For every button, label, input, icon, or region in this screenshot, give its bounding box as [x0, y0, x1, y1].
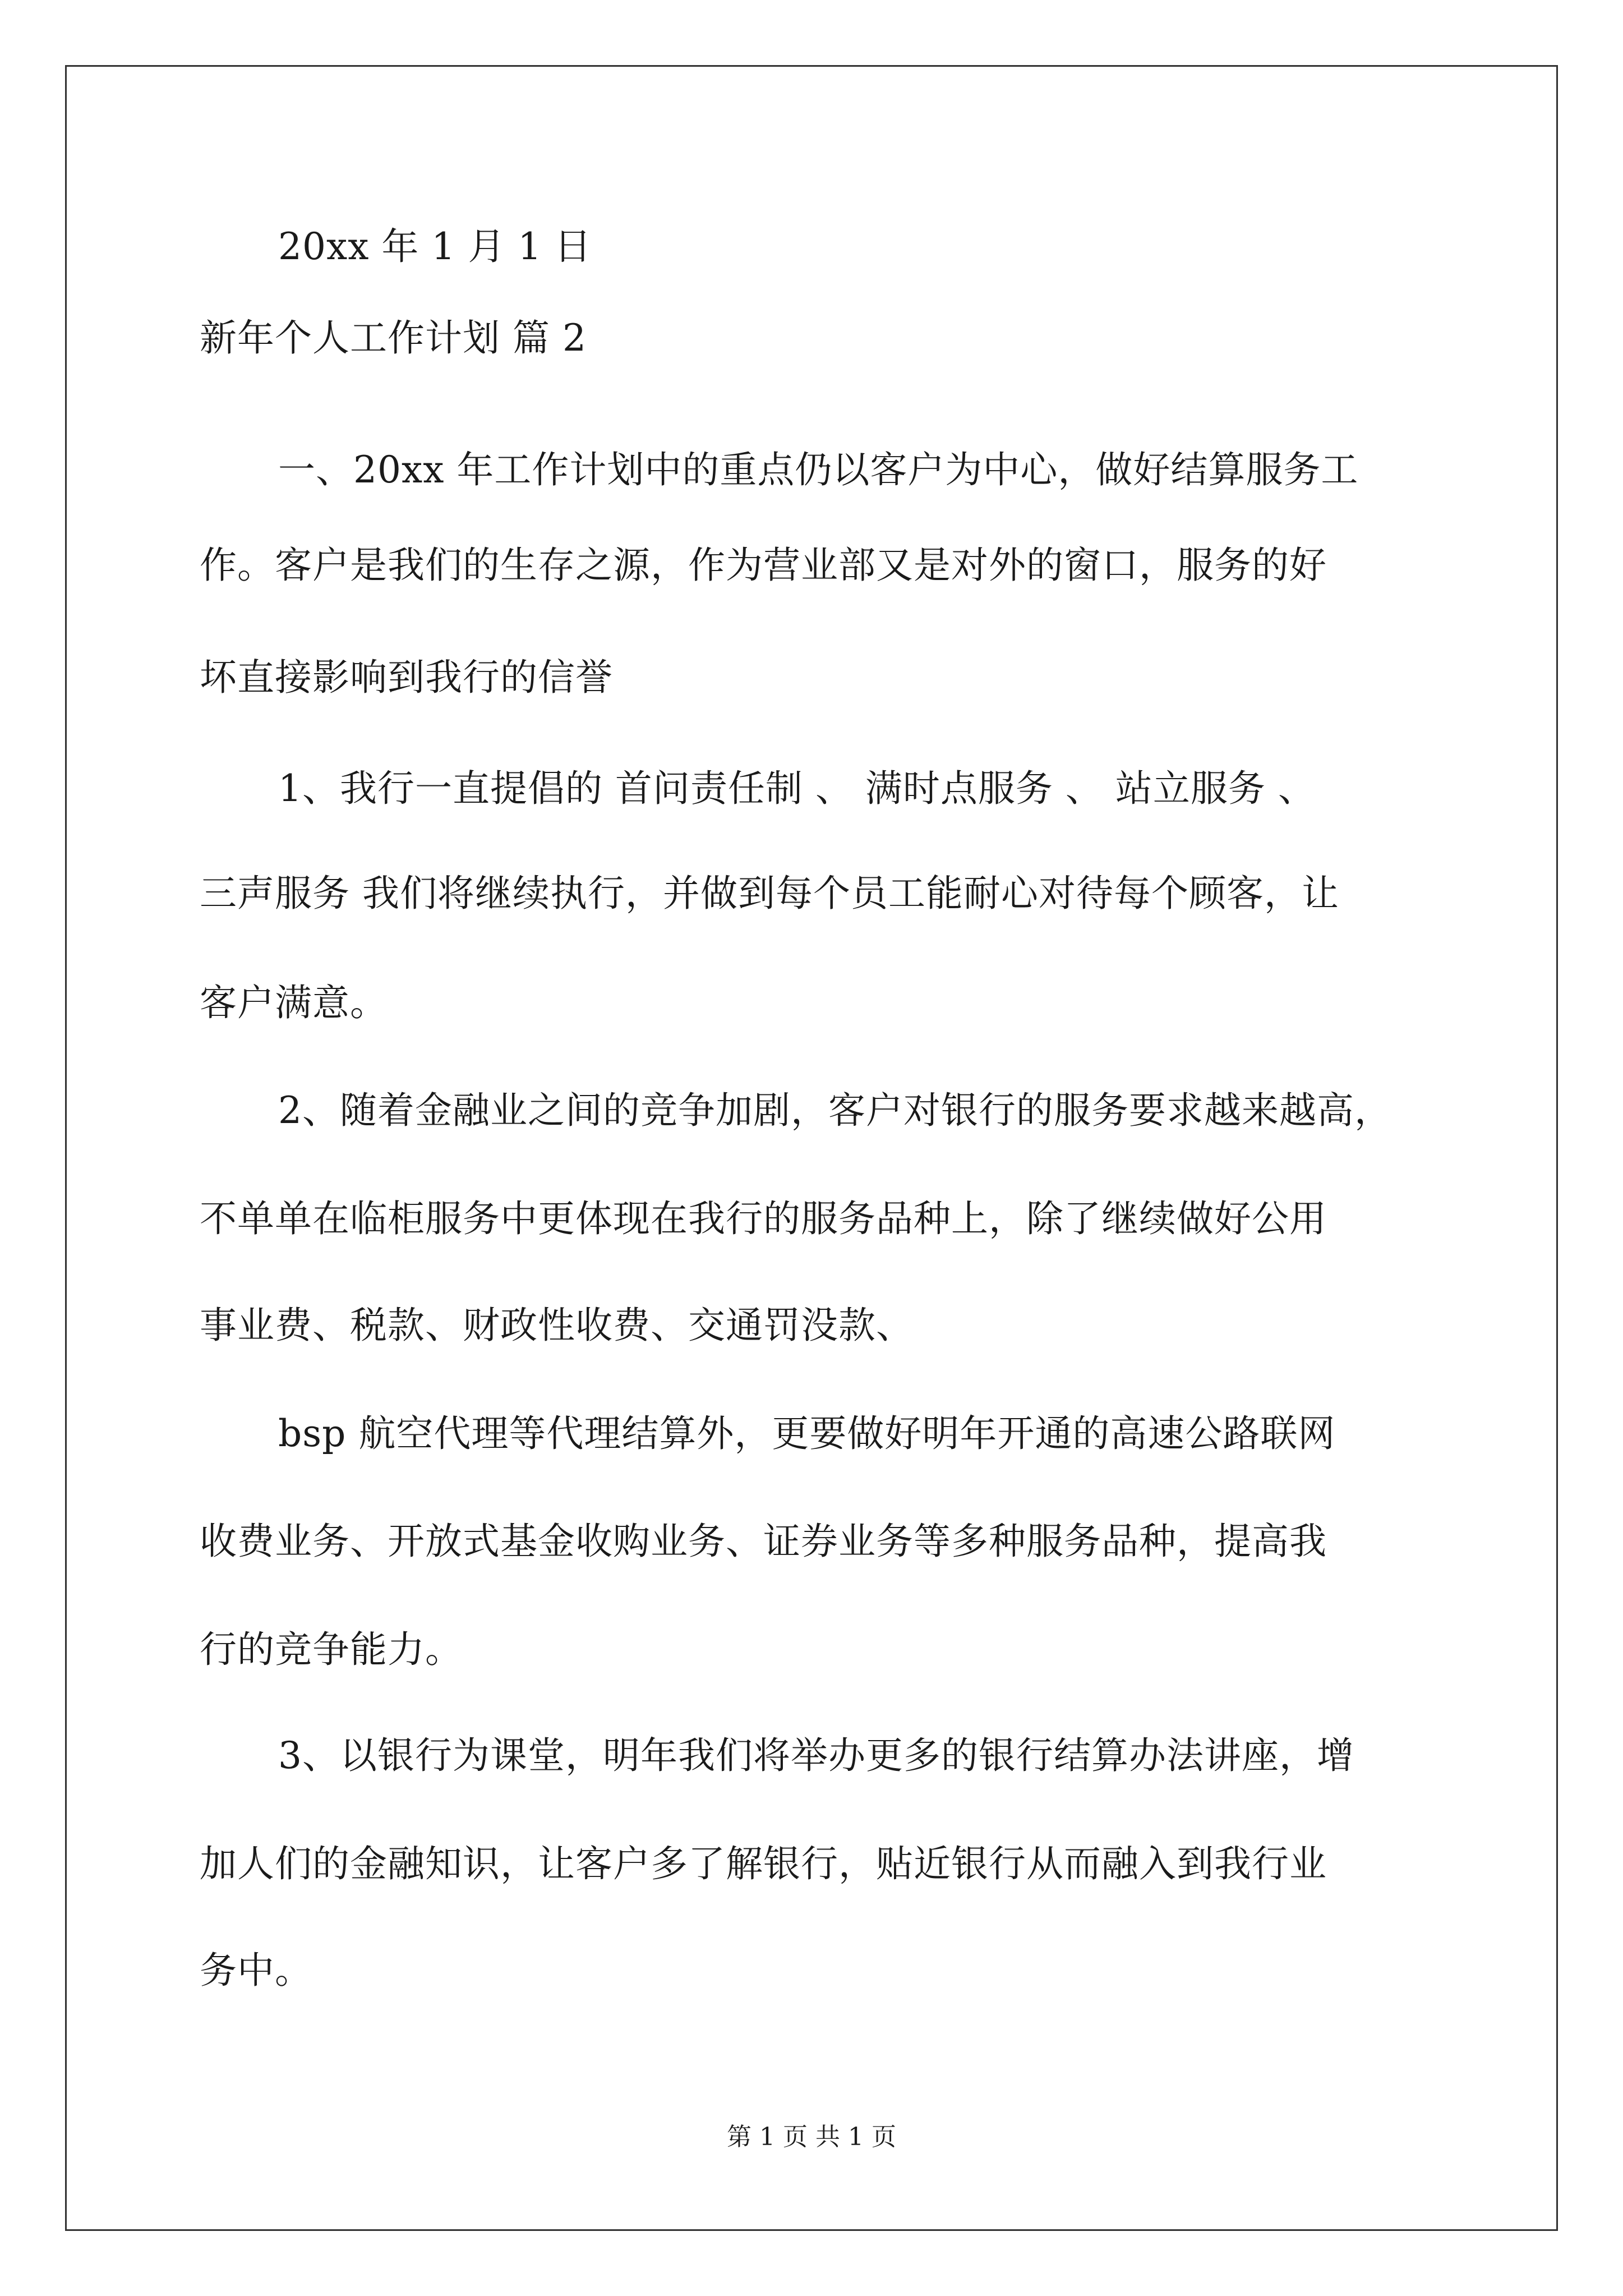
paragraph-5-line-3: 务中。	[200, 1949, 312, 1992]
paragraph-4-line-1: bsp 航空代理等代理结算外，更要做好明年开通的高速公路联网	[278, 1412, 1336, 1455]
page-border	[65, 65, 1558, 2231]
paragraph-1-line-3: 坏直接影响到我行的信誉	[200, 656, 613, 699]
paragraph-2-line-3: 客户满意。	[200, 981, 388, 1024]
paragraph-4-line-2: 收费业务、开放式基金收购业务、证券业务等多种服务品种，提高我	[200, 1520, 1327, 1563]
paragraph-1-line-2: 作。客户是我们的生存之源，作为营业部又是对外的窗口，服务的好	[200, 544, 1327, 587]
paragraph-3-line-2: 不单单在临柜服务中更体现在我行的服务品种上，除了继续做好公用	[200, 1197, 1327, 1240]
date-line: 20xx 年 1 月 1 日	[278, 225, 592, 268]
paragraph-4-line-3: 行的竞争能力。	[200, 1628, 463, 1671]
paragraph-1-line-1: 一、20xx 年工作计划中的重点仍以客户为中心，做好结算服务工	[278, 448, 1359, 491]
paragraph-2-line-1: 1、我行一直提倡的 首问责任制 、 满时点服务 、 站立服务 、	[278, 767, 1316, 810]
paragraph-2-line-2: 三声服务 我们将继续执行，并做到每个员工能耐心对待每个顾客，让	[200, 872, 1339, 915]
page-footer: 第 1 页 共 1 页	[727, 2123, 896, 2151]
paragraph-5-line-2: 加人们的金融知识，让客户多了解银行，贴近银行从而融入到我行业	[200, 1842, 1327, 1885]
paragraph-3-line-3: 事业费、税款、财政性收费、交通罚没款、	[200, 1304, 914, 1347]
paragraph-5-line-1: 3、以银行为课堂，明年我们将举办更多的银行结算办法讲座，增	[278, 1734, 1354, 1777]
paragraph-3-line-1: 2、随着金融业之间的竞争加剧，客户对银行的服务要求越来越高，	[278, 1089, 1392, 1132]
section-title: 新年个人工作计划 篇 2	[200, 316, 587, 360]
